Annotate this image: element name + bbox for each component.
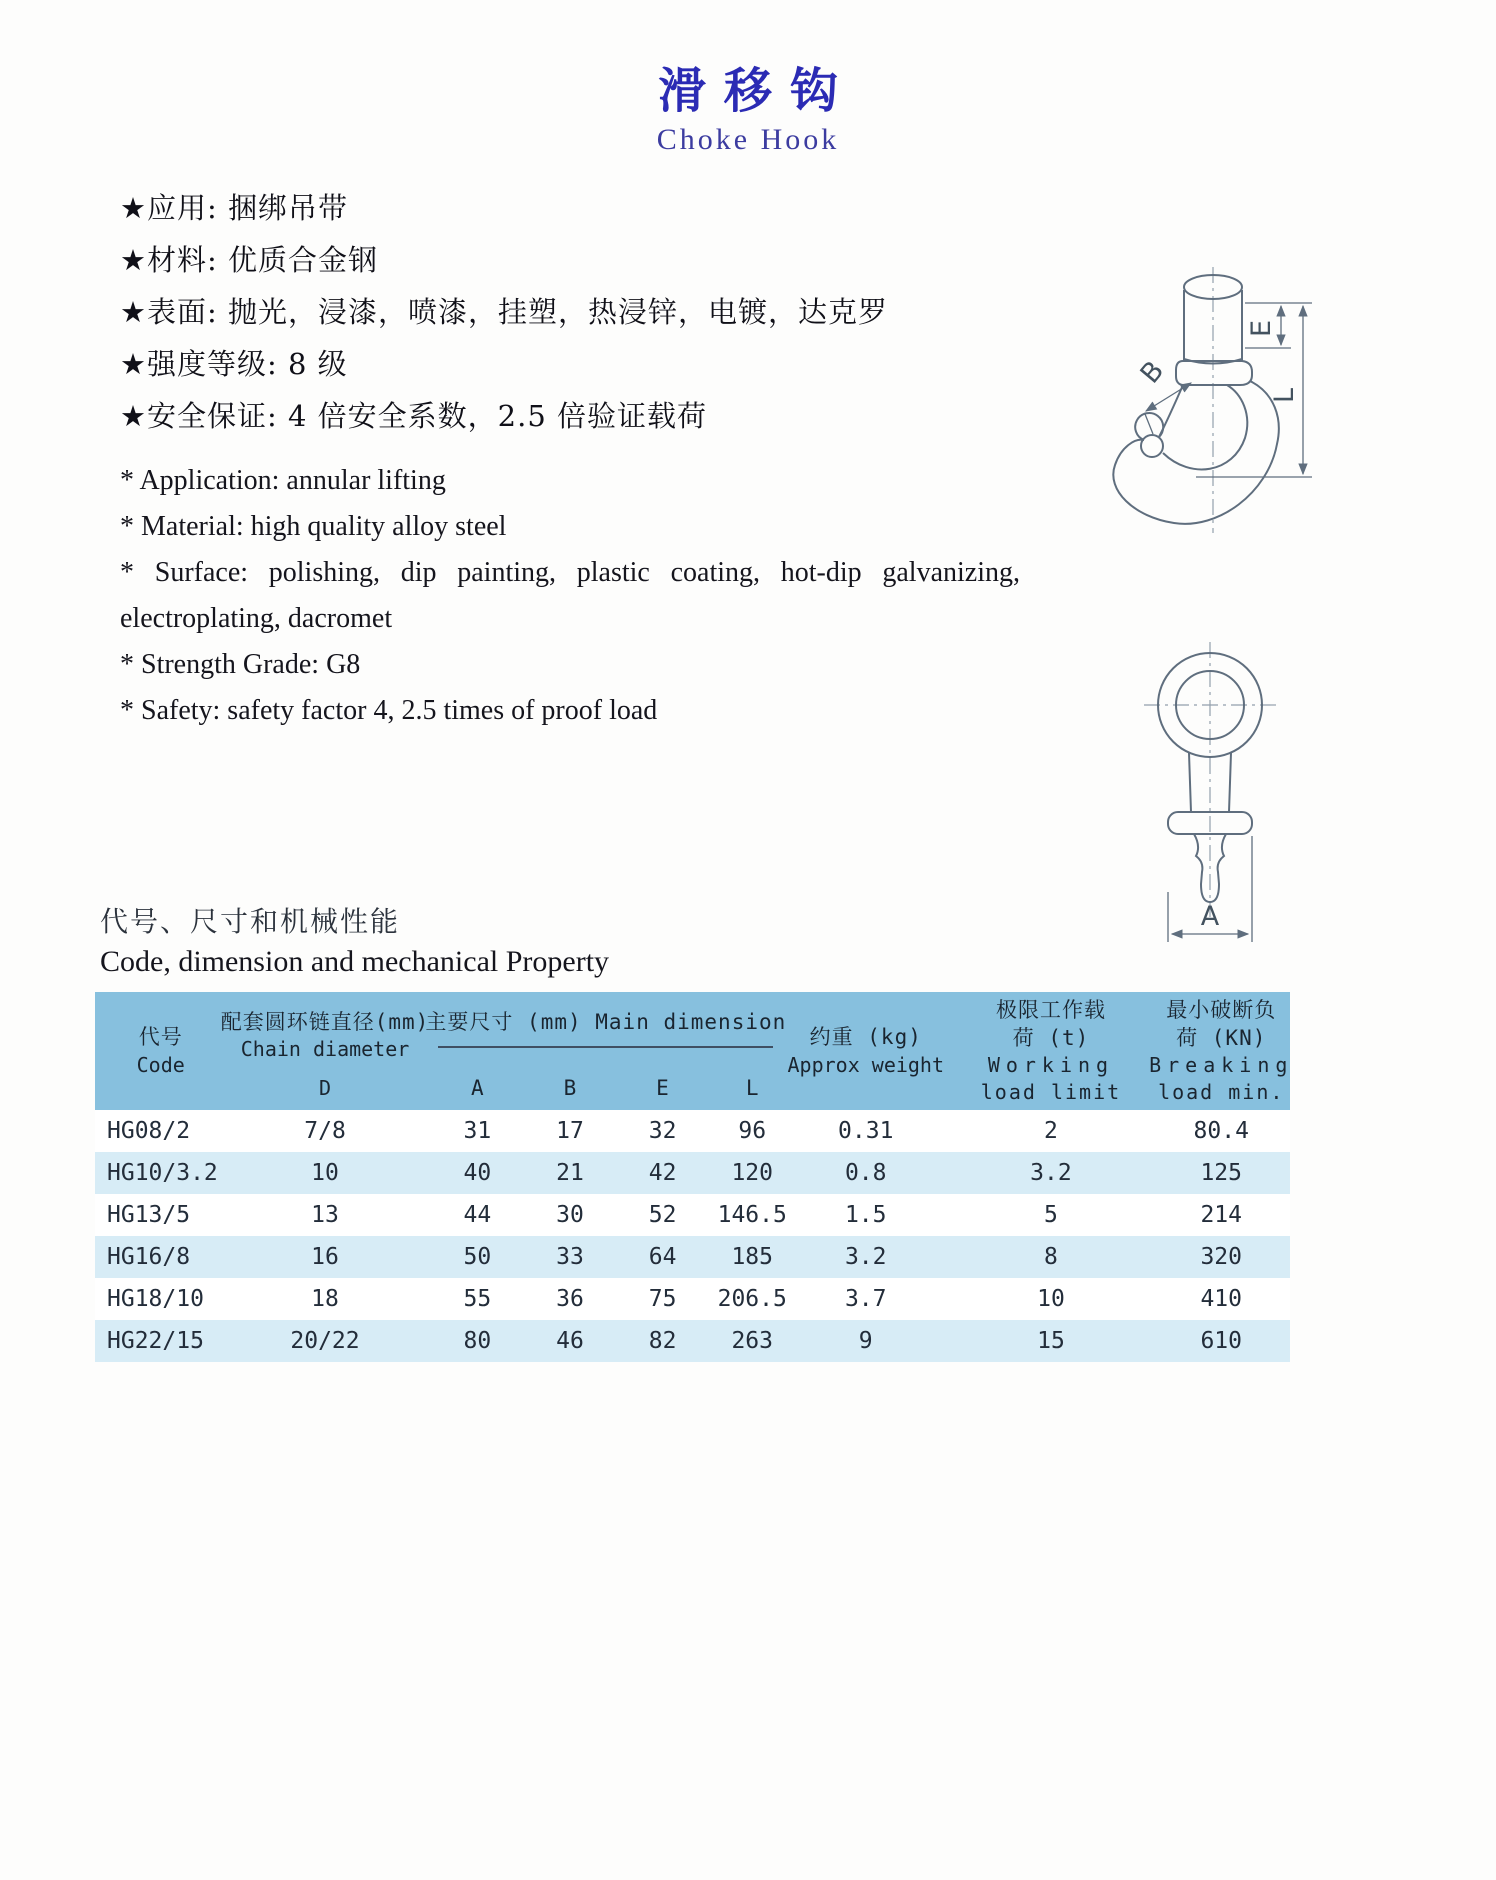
feature-en-application: * Application: annular lifting <box>120 465 446 496</box>
cell-d: 20/22 <box>290 1328 360 1354</box>
cell-breaking: 214 <box>1200 1202 1242 1228</box>
feature-zh-surface: ★表面: 抛光，浸漆，喷漆，挂塑，热浸锌，电镀，达克罗 <box>120 295 888 329</box>
col-header-a: A <box>471 1075 484 1100</box>
feature-zh-strength: ★强度等级: 8 级 <box>120 347 348 381</box>
section-heading-en: Code, dimension and mechanical Property <box>100 945 610 978</box>
collar-hatched <box>1176 361 1252 385</box>
cell-d: 7/8 <box>304 1118 346 1144</box>
cell-e: 64 <box>648 1244 677 1270</box>
dim-label-l: L <box>1269 387 1300 403</box>
cell-code: HG18/10 <box>107 1286 204 1312</box>
col-header-main-dimension: 主要尺寸 (mm) Main dimension A B E L <box>424 992 788 1110</box>
cell-breaking: 125 <box>1200 1160 1242 1186</box>
cell-a: 40 <box>463 1160 492 1186</box>
hook-outer-bowl <box>1113 381 1278 524</box>
main-dimension-underline <box>438 1046 773 1048</box>
page-subtitle: Choke Hook <box>656 123 840 156</box>
cell-d: 16 <box>311 1244 339 1270</box>
cell-a: 80 <box>463 1328 492 1354</box>
cell-l: 146.5 <box>717 1202 787 1228</box>
cell-e: 52 <box>648 1202 677 1228</box>
cell-e: 42 <box>648 1160 677 1186</box>
col-header-e: E <box>656 1075 669 1100</box>
cell-weight: 0.8 <box>844 1160 887 1186</box>
table-row <box>95 1278 1290 1320</box>
cell-wll: 8 <box>1044 1244 1058 1270</box>
cell-e: 32 <box>648 1118 677 1144</box>
feature-zh-safety: ★安全保证: 4 倍安全系数，2.5 倍验证载荷 <box>120 399 707 433</box>
col-header-breaking-load: 最小破断负 荷 (KN) Breaking load min. <box>1149 997 1294 1105</box>
cell-weight: 3.7 <box>844 1286 887 1312</box>
dim-label-e: E <box>1246 319 1277 337</box>
cell-d: 10 <box>311 1160 339 1186</box>
dim-line-b <box>1146 383 1191 411</box>
cell-code: HG16/8 <box>107 1244 191 1270</box>
cell-b: 21 <box>556 1160 584 1186</box>
cell-b: 46 <box>556 1328 584 1354</box>
dim-label-b: B <box>1134 355 1171 390</box>
cell-b: 17 <box>556 1118 584 1144</box>
cell-weight: 3.2 <box>844 1244 887 1270</box>
section-heading-zh: 代号、尺寸和机械性能 <box>100 905 401 938</box>
cell-code: HG13/5 <box>107 1202 191 1228</box>
cell-l: 263 <box>731 1328 773 1354</box>
table-body <box>95 1110 1290 1362</box>
feature-zh-application: ★应用: 捆绑吊带 <box>120 191 348 225</box>
cell-a: 31 <box>463 1118 492 1144</box>
cell-a: 50 <box>463 1244 492 1270</box>
cell-a: 55 <box>463 1286 492 1312</box>
hook-front-view-drawing <box>1060 612 1360 957</box>
feature-en-safety: * Safety: safety factor 4, 2.5 times of proof load <box>120 695 658 726</box>
features-list-zh <box>120 182 888 442</box>
table-section-heading <box>100 900 609 979</box>
cell-weight: 0.31 <box>838 1118 894 1144</box>
cell-wll: 5 <box>1044 1202 1058 1228</box>
hook-side-view-drawing <box>950 225 1370 560</box>
dim-leader-b <box>1145 414 1153 434</box>
table-row <box>95 1110 1290 1152</box>
cell-b: 36 <box>556 1286 584 1312</box>
dimension-subheader-row <box>424 1074 788 1110</box>
title-block <box>0 52 1496 157</box>
col-header-l: L <box>745 1075 759 1100</box>
table-row <box>95 1320 1290 1362</box>
cell-l: 96 <box>738 1118 767 1144</box>
feature-en-material: * Material: high quality alloy steel <box>120 511 507 542</box>
features-list-en <box>120 458 1020 734</box>
hook-inner-bowl <box>1163 385 1247 469</box>
cell-d: 13 <box>311 1202 339 1228</box>
hook-tip-eye <box>1141 435 1163 457</box>
cell-wll: 2 <box>1044 1118 1058 1144</box>
page-title: 滑移钩 <box>657 63 856 119</box>
cell-a: 44 <box>463 1202 492 1228</box>
cell-wll: 3.2 <box>1030 1160 1072 1186</box>
feature-en-surface: * Surface: polishing, dip painting, plastic coating, hot-dip galvanizing, electroplating, dacromet <box>120 557 1020 634</box>
cell-code: HG10/3.2 <box>107 1160 218 1186</box>
col-header-code: 代号 Code <box>136 1025 185 1077</box>
table-header <box>95 992 1294 1110</box>
cell-d: 18 <box>311 1286 339 1312</box>
feature-en-strength: * Strength Grade: G8 <box>120 649 361 680</box>
col-header-chain-diameter: 配套圆环链直径(mm) Chain diameter D <box>220 1010 430 1100</box>
col-header-approx-weight: 约重 (kg) Approx weight <box>787 1025 945 1077</box>
cell-e: 82 <box>648 1328 677 1354</box>
col-header-b: B <box>563 1075 577 1100</box>
cell-breaking: 410 <box>1200 1286 1242 1312</box>
feature-zh-material: ★材料: 优质合金钢 <box>120 243 378 277</box>
cell-breaking: 320 <box>1200 1244 1242 1270</box>
table-row <box>95 1236 1290 1278</box>
col-header-working-load-limit: 极限工作载 荷 (t) Working load limit <box>980 997 1122 1105</box>
cell-breaking: 610 <box>1200 1328 1242 1354</box>
cell-wll: 15 <box>1037 1328 1065 1354</box>
cell-code: HG08/2 <box>107 1118 191 1144</box>
cell-e: 75 <box>648 1286 677 1312</box>
cell-l: 120 <box>731 1160 773 1186</box>
cell-weight: 1.5 <box>844 1202 887 1228</box>
cell-l: 185 <box>731 1244 773 1270</box>
dim-label-a: A <box>1200 901 1220 932</box>
table-row <box>95 1152 1290 1194</box>
cell-breaking: 80.4 <box>1193 1118 1249 1144</box>
cell-b: 30 <box>556 1202 584 1228</box>
cell-b: 33 <box>556 1244 584 1270</box>
cell-weight: 9 <box>858 1328 873 1354</box>
cell-wll: 10 <box>1037 1286 1065 1312</box>
cell-code: HG22/15 <box>107 1328 204 1354</box>
table-row <box>95 1194 1290 1236</box>
spec-table <box>95 992 1294 1362</box>
cell-l: 206.5 <box>717 1286 787 1312</box>
